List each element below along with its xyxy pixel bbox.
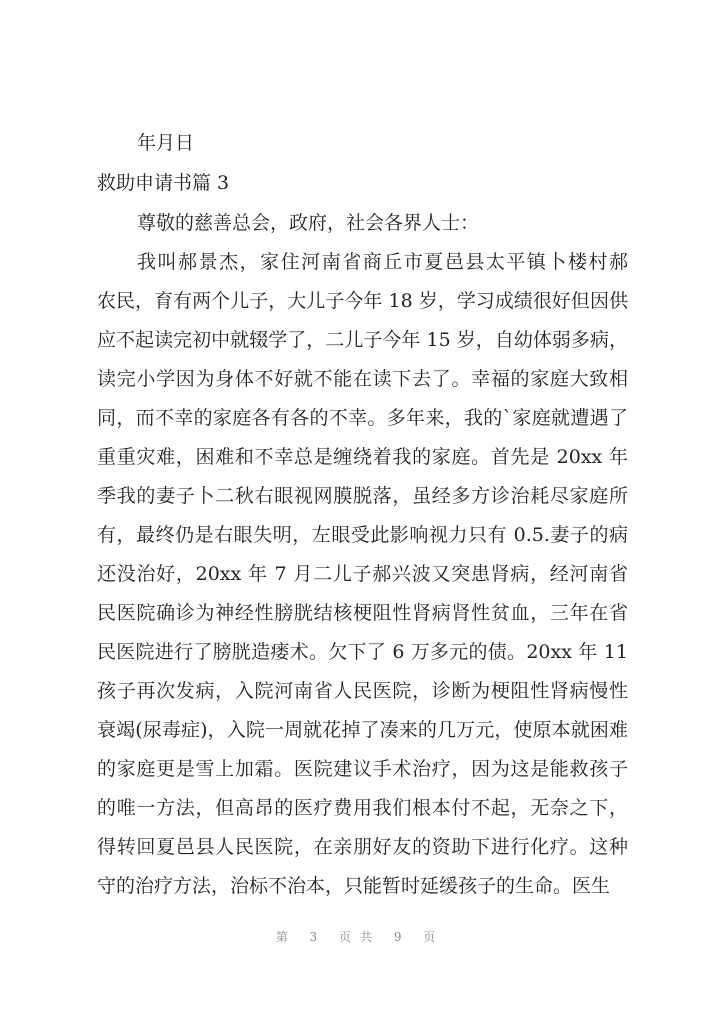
section-title: 救助申请书篇 3 (97, 172, 230, 194)
body-line: 农民，育有两个儿子，大儿子今年 18 岁，学习成绩很好但因供 (97, 290, 628, 312)
body-line: 季我的妻子卜二秋右眼视网膜脱落，虽经多方诊治耗尽家庭所 (97, 485, 628, 507)
page-footer: 第 3 页共 9 页 (275, 930, 445, 944)
body-line: 得转回夏邑县人民医院，在亲朋好友的资助下进行化疗。这种 (97, 836, 628, 858)
date-line: 年月日 (137, 132, 195, 154)
salutation: 尊敬的慈善总会，政府，社会各界人士： (137, 212, 480, 234)
body-line: 的家庭更是雪上加霜。医院建议手术治疗，因为这是能救孩子 (97, 758, 628, 780)
body-line: 同，而不幸的家庭各有各的不幸。多年来，我的`家庭就遭遇了 (97, 407, 628, 429)
body-line: 守的治疗方法，治标不治本，只能暂时延缓孩子的生命。医生 (97, 875, 611, 897)
body-line: 的唯一方法，但高昂的医疗费用我们根本付不起，无奈之下， (97, 797, 628, 819)
body-line: 重重灾难，困难和不幸总是缠绕着我的家庭。首先是 20xx 年 (97, 446, 628, 468)
body-line: 应不起读完初中就辍学了，二儿子今年 15 岁，自幼体弱多病， (97, 329, 628, 351)
body-line: 孩子再次发病，入院河南省人民医院，诊断为梗阻性肾病慢性 (97, 680, 628, 702)
body-line: 民医院确诊为神经性膀胱结核梗阻性肾病肾性贫血，三年在省 (97, 602, 628, 624)
body-line: 我叫郝景杰，家住河南省商丘市夏邑县太平镇卜楼村郝 (137, 251, 628, 273)
body-line: 读完小学因为身体不好就不能在读下去了。幸福的家庭大致相 (97, 368, 628, 390)
body-line: 民医院进行了膀胱造瘘术。欠下了 6 万多元的债。20xx 年 11 (97, 641, 628, 663)
body-line: 衰竭(尿毒症)，入院一周就花掉了凑来的几万元，使原本就困难 (97, 719, 628, 741)
body-line: 还没治好，20xx 年 7 月二儿子郝兴波又突患肾病，经河南省 (97, 563, 628, 585)
body-line: 有，最终仍是右眼失明，左眼受此影响视力只有 0.5.妻子的病 (97, 524, 628, 546)
